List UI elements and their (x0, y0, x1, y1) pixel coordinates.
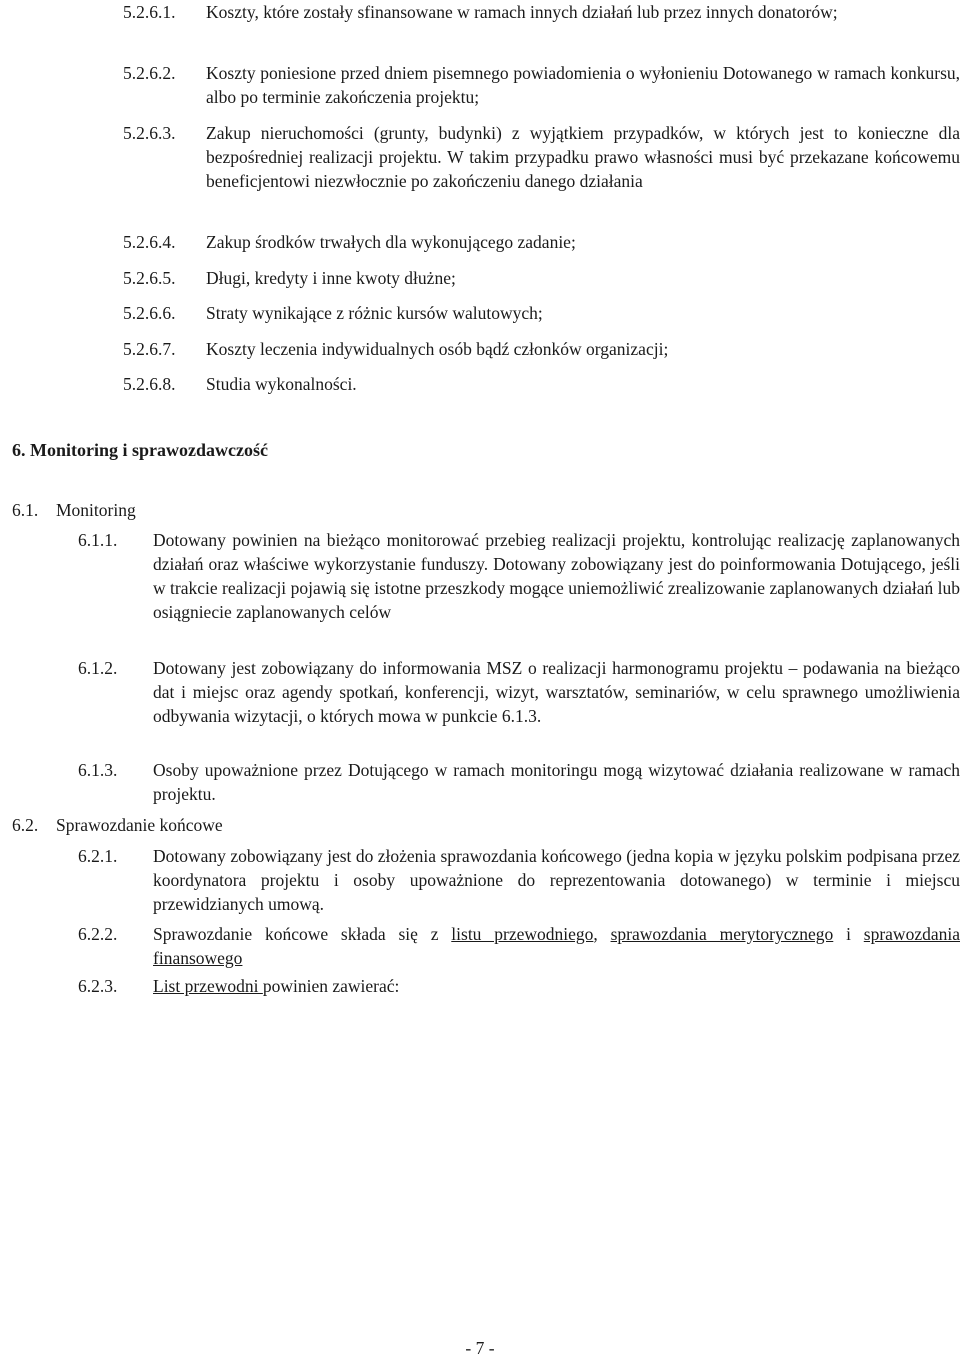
item-number: 6.1.3. (78, 760, 118, 780)
item-text: Straty wynikające z różnic kursów walutowych; (206, 303, 543, 323)
item-number: 5.2.6.3. (123, 123, 176, 143)
item-text: Zakup środków trwałych dla wykonującego zadanie; (206, 232, 576, 252)
item-number: 6.2.1. (78, 846, 118, 866)
link-sprawozdanie-finansowe[interactable]: sprawozdania finansowego (153, 924, 960, 968)
item-number: 6.2.3. (78, 976, 118, 996)
section-heading: 6. Monitoring i sprawozdawczość (12, 440, 268, 460)
item-number: 6.2.2. (78, 924, 118, 944)
item-text (153, 922, 960, 970)
item-text: Długi, kredyty i inne kwoty dłużne; (206, 268, 456, 288)
separator: i (833, 924, 864, 944)
item-text: Koszty, które zostały sfinansowane w ramach innych działań lub przez innych donatorów; (206, 2, 838, 22)
item-number: 5.2.6.1. (123, 2, 176, 22)
item-number: 5.2.6.4. (123, 232, 176, 252)
item-number: 6.1.2. (78, 658, 118, 678)
item-number: 6.1.1. (78, 530, 118, 550)
item-number: 5.2.6.6. (123, 303, 176, 323)
page-number: - 7 - (465, 1338, 495, 1358)
separator: , (593, 924, 611, 944)
subsection-title: Sprawozdanie końcowe (56, 815, 223, 835)
item-number: 5.2.6.2. (123, 63, 176, 83)
subsection-number: 6.1. (12, 500, 39, 520)
subsection-number: 6.2. (12, 815, 39, 835)
item-number: 5.2.6.8. (123, 374, 176, 394)
item-text-lead: Sprawozdanie końcowe składa się z (153, 924, 452, 944)
link-sprawozdanie-merytoryczne[interactable]: sprawozdania merytorycznego (610, 924, 834, 944)
item-text: Koszty leczenia indywidualnych osób bądź członków organizacji; (206, 339, 669, 359)
item-text: Koszty poniesione przed dniem pisemnego powiadomienia o wyłonieniu Dotowanego w ramach konkursu, albo po terminie zakończenia projektu; (206, 63, 960, 107)
item-number: 5.2.6.5. (123, 268, 176, 288)
item-text (153, 974, 960, 998)
item-text: Dotowany powinien na bieżąco monitorować przebieg realizacji projektu, kontrolując realizację zaplanowanych działań oraz właściwe wykorzystanie funduszy. Dotowany zobowiązany jest do poinformowania Dotującego, jeśli w trakcie realizacji pojawią się istotne przeszkody mogące uniemożliwić zrealizowanie zaplanowanych działań lub osiągniecie zaplanowanych celów (153, 530, 960, 622)
item-text-tail: powinien zawierać: (262, 976, 400, 996)
item-number: 5.2.6.7. (123, 339, 176, 359)
link-list-przewodni[interactable]: listu przewodniego (451, 924, 594, 944)
link-list-przewodni[interactable]: List przewodni (153, 976, 263, 996)
item-text: Zakup nieruchomości (grunty, budynki) z wyjątkiem przypadków, w których jest to konieczne dla bezpośredniej realizacji projektu. W takim przypadku prawo własności musi być przekazane końcowemu beneficjentowi niezwłocznie po zakończeniu danego działania (206, 123, 960, 191)
item-text: Dotowany jest zobowiązany do informowania MSZ o realizacji harmonogramu projektu – podawania na bieżąco dat i miejsc oraz agendy spotkań, konferencji, wizyt, warsztatów, seminariów, w celu sprawnego umożliwienia odbywania wizytacji, o których mowa w punkcie 6.1.3. (153, 658, 960, 726)
item-text: Studia wykonalności. (206, 374, 357, 394)
subsection-title: Monitoring (56, 500, 136, 520)
item-text: Dotowany zobowiązany jest do złożenia sprawozdania końcowego (jedna kopia w języku polskim podpisana przez koordynatora projektu i osoby upoważnione do reprezentowania dotowanego) w terminie i miejscu przewidzianych umową. (153, 846, 960, 914)
item-text: Osoby upoważnione przez Dotującego w ramach monitoringu mogą wizytować działania realizowane w ramach projektu. (153, 760, 960, 804)
